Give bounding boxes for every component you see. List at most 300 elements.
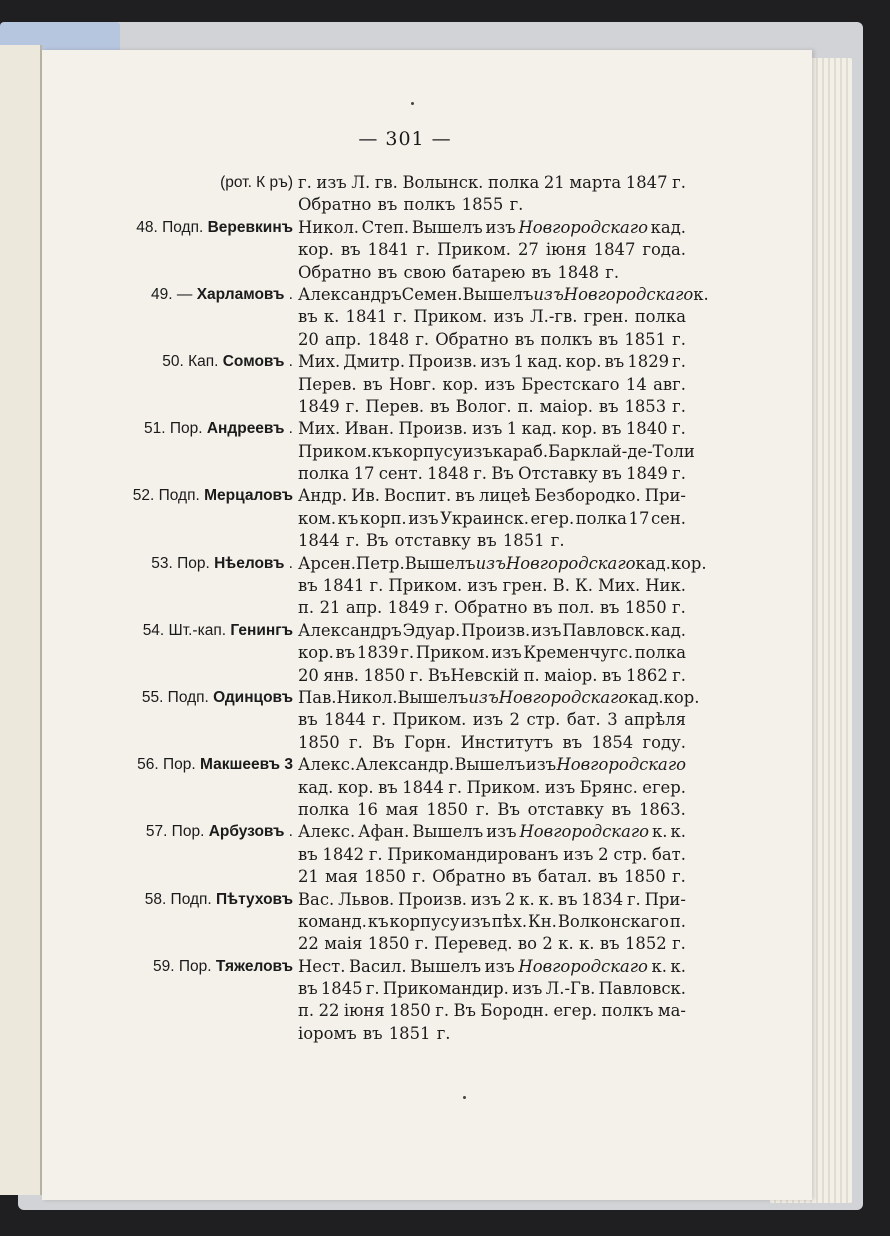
word: изъ (525, 755, 557, 775)
entry-text (298, 374, 686, 396)
word: стр. (526, 710, 561, 730)
word: грен. (502, 576, 548, 596)
word: въ (298, 979, 318, 999)
word: полка (298, 799, 350, 819)
word: Произв. (398, 419, 468, 439)
word: Волконскаго (557, 911, 669, 931)
entry-text (298, 441, 695, 463)
entry-prefix: (рот. К ръ) (220, 174, 293, 191)
text-line (0, 844, 890, 866)
entry-rank-name (133, 485, 293, 507)
word: Никол. (336, 687, 398, 707)
word: Украинск. (440, 508, 529, 528)
word: корпусу (389, 911, 460, 931)
officer-surname: Харламовъ (196, 285, 285, 303)
word: 1848 (557, 262, 600, 282)
word: Перевед. (434, 934, 513, 954)
word: к. (323, 307, 340, 327)
word: марта (569, 173, 622, 192)
word: іюня (343, 1001, 385, 1021)
word: егер. (642, 777, 686, 797)
entry-text (298, 777, 686, 799)
text-line (0, 620, 890, 642)
text-line (0, 709, 890, 731)
word: Арсен. (298, 553, 356, 573)
text-line (0, 911, 890, 933)
word: изъ (467, 576, 498, 596)
word: Въ (491, 464, 514, 484)
text-line (0, 732, 890, 754)
word: іюня (545, 240, 587, 260)
word: 17 (628, 508, 650, 528)
word: Пав. (298, 687, 337, 707)
word: кад. (521, 419, 557, 439)
entry-prefix: . (284, 353, 293, 371)
word: г. (626, 889, 641, 909)
word: г. (672, 396, 686, 416)
word: Вышелъ (454, 755, 526, 775)
word: 1840 (625, 419, 668, 439)
word: авг. (653, 374, 686, 394)
word: лицеѣ (478, 486, 531, 506)
word: Обратно (298, 262, 372, 282)
word: Приком. (415, 643, 490, 663)
word: Дмитр. (343, 352, 406, 372)
entry-rank-name (143, 620, 293, 642)
word: пол. (557, 598, 595, 618)
word: Новгородскаго (498, 687, 629, 707)
word: 14 (625, 374, 647, 394)
word: 2 (505, 889, 516, 909)
word: 1850 (624, 598, 667, 618)
word: бат. (652, 844, 686, 864)
text-line (0, 597, 890, 619)
word: въ (611, 799, 632, 819)
word: п. (669, 911, 686, 931)
entry-prefix: 56. Пор. (137, 756, 200, 774)
word: маія (324, 934, 363, 954)
word: 1850 (367, 934, 410, 954)
word: г. (393, 307, 408, 327)
text-line (0, 889, 890, 911)
word: Александръ (298, 620, 402, 640)
roster-entries (0, 172, 890, 1045)
word: Алекс. (298, 822, 356, 842)
entry-text (298, 866, 686, 888)
word: 20 (298, 329, 319, 349)
text-line (0, 284, 890, 306)
entry-text (298, 642, 686, 664)
entry-text (298, 194, 686, 216)
text-line (0, 866, 890, 888)
entry-prefix: 53. Пор. (151, 554, 215, 572)
word: г. (400, 643, 415, 663)
word: въ (378, 777, 398, 797)
word: полка (488, 173, 540, 192)
word: кад. (650, 217, 686, 237)
word: Новгородскаго (518, 956, 648, 976)
word: Горн. (403, 732, 452, 752)
word: 1863. (638, 799, 686, 819)
word: 1850 (624, 867, 666, 887)
word: к. (652, 822, 668, 842)
entry-prefix: 59. Пор. (153, 957, 216, 975)
word: к. (519, 889, 535, 909)
word: 1848 (367, 329, 410, 349)
word: въ (335, 643, 356, 663)
word: Семен. (401, 284, 463, 304)
word: 16 (357, 799, 378, 819)
word: кад. (298, 777, 334, 797)
word: стр. (613, 844, 648, 864)
word: изъ (484, 374, 516, 394)
word: Приком. (298, 441, 372, 461)
word: въ (557, 889, 578, 909)
text-line (0, 530, 890, 552)
entry-text (298, 217, 686, 239)
word: къ (367, 911, 389, 931)
word: апрѣля (624, 710, 686, 730)
word: 1854 (591, 732, 634, 752)
word: Волынск. (402, 173, 484, 192)
entry-text (298, 709, 686, 731)
word: апр. (345, 598, 383, 618)
entry-text (298, 508, 686, 530)
entry-text (298, 351, 686, 373)
word: г. (372, 710, 387, 730)
word: Обратно (435, 329, 509, 349)
word: въ (511, 867, 532, 887)
word: 1852 (624, 934, 667, 954)
word: маіор. (539, 396, 593, 416)
entry-prefix: 50. Кап. (162, 353, 223, 371)
entry-text (298, 530, 686, 552)
word: Л.-гв. (529, 307, 578, 327)
word: мая (325, 867, 358, 887)
word: въ (377, 195, 398, 215)
word: Васил. (349, 956, 407, 976)
text-line (0, 239, 890, 261)
word: г. (412, 867, 427, 887)
word: Брянс. (579, 777, 638, 797)
word: изъ (544, 777, 576, 797)
word: п. (298, 1001, 315, 1021)
word: Приком. (413, 307, 488, 327)
word: Обратно (298, 195, 372, 215)
word: г. (349, 732, 363, 752)
word: г. (509, 195, 524, 215)
word: 3 (607, 710, 618, 730)
word: изъ (484, 956, 515, 976)
entry-text (298, 978, 686, 1000)
officer-surname: Арбузовъ (208, 823, 285, 841)
word: 1842 (322, 844, 365, 864)
word: г. (605, 262, 620, 282)
word: кор. (561, 419, 598, 439)
word: г. (448, 777, 463, 797)
word: г. (298, 173, 312, 192)
word: Новг. (389, 374, 437, 394)
text-line (0, 351, 890, 373)
word: Бородн. (480, 1001, 549, 1021)
text-line (0, 418, 890, 440)
word: п. (298, 598, 315, 618)
word: Степ. (361, 217, 410, 237)
word: въ (340, 240, 361, 260)
word: г. (672, 934, 686, 954)
word: въ (362, 374, 383, 394)
word: 22 (298, 934, 319, 954)
word: въ (298, 576, 318, 596)
officer-surname: Андреевъ (206, 420, 285, 438)
text-line (0, 217, 890, 239)
page-number: — 301 — (358, 128, 452, 150)
word: изъ (475, 553, 506, 573)
entry-prefix: . (284, 420, 293, 438)
word: Ив. (351, 486, 380, 506)
word: 1851 (502, 531, 545, 551)
word: Новгородскаго (518, 217, 648, 237)
text-line (0, 799, 890, 821)
officer-surname: Веревкинъ (207, 218, 293, 236)
word: мая (385, 799, 419, 819)
entry-text (298, 911, 686, 933)
word: кор. (670, 553, 707, 573)
word: г. (672, 665, 686, 685)
word: въ (298, 710, 318, 730)
entry-prefix: 54. Шт.-кап. (142, 621, 231, 639)
word: кад. (650, 620, 686, 640)
word: года. (642, 240, 686, 260)
word: 1844 (298, 531, 340, 551)
word: к. (558, 934, 574, 954)
word: Въ (372, 732, 395, 752)
word: Мих. (298, 419, 341, 439)
text-line (0, 262, 890, 284)
word: батал. (537, 867, 592, 887)
text-line (0, 306, 890, 328)
word: Александръ (298, 284, 402, 304)
word: егер. (530, 508, 575, 528)
entry-text (298, 956, 686, 978)
entry-text (298, 485, 686, 507)
word: Львов. (338, 889, 395, 909)
word: 1850 (363, 665, 406, 685)
word: пѣх. (491, 911, 528, 931)
entry-text (298, 665, 686, 687)
word: сент. (378, 464, 423, 484)
entry-prefix: 58. Подп. (144, 890, 217, 908)
word: изъ (563, 844, 594, 864)
word: въ (598, 329, 619, 349)
word: отставку (394, 531, 471, 551)
word: Эдуар. (402, 620, 461, 640)
word: г. (672, 352, 686, 372)
officer-surname: Мерцаловъ (204, 487, 293, 505)
word: изъ (531, 620, 562, 640)
word: отставку (527, 799, 604, 819)
word: 1841 (322, 576, 365, 596)
word: г. (672, 598, 686, 618)
word: Л. (351, 173, 371, 192)
word: въ (514, 329, 535, 349)
word: г. (368, 844, 383, 864)
word: кор. (565, 352, 602, 372)
word: изъ (468, 687, 499, 707)
word: къ (371, 441, 393, 461)
word: Прикомандированъ (387, 844, 559, 864)
word: кад. (527, 352, 563, 372)
word: г. (369, 576, 384, 596)
entry-prefix: . (284, 554, 293, 572)
word: Обратно (432, 867, 506, 887)
word: кад. (635, 553, 671, 573)
text-line (0, 172, 890, 194)
word: Приком. (392, 710, 467, 730)
entry-rank-name (137, 754, 293, 776)
word: изъ (493, 307, 524, 327)
entry-rank-name (146, 821, 293, 843)
word: г. (345, 396, 360, 416)
officer-surname: Одинцовъ (213, 688, 293, 706)
word: изъ (471, 419, 503, 439)
word: изъ (491, 643, 522, 663)
word: Институтъ (460, 732, 554, 752)
word: г. (672, 173, 686, 192)
word: 1851 (624, 329, 667, 349)
word: полка (298, 464, 350, 484)
word: г. (672, 867, 686, 887)
word: 2 (509, 710, 520, 730)
word: Афан. (358, 822, 410, 842)
entry-text (298, 396, 686, 418)
word: к. (670, 822, 686, 842)
word: полкъ (601, 1001, 654, 1021)
text-line (0, 956, 890, 978)
word: 1850 (389, 1001, 431, 1021)
word: 1851 (388, 1023, 431, 1043)
word: Никол. (298, 217, 359, 237)
word: г. (473, 464, 488, 484)
word: въ (429, 396, 450, 416)
word: 1853 (624, 396, 667, 416)
word: Волог. (455, 396, 512, 416)
word: Мих. (298, 352, 341, 372)
word: 1847 (593, 240, 636, 260)
word: гв. (374, 173, 398, 192)
word: 21 (298, 867, 319, 887)
word: Александр. (355, 755, 455, 775)
word: корпусу (392, 441, 463, 461)
word: 1849 (626, 464, 668, 484)
entry-text (298, 889, 686, 911)
entry-text (298, 239, 686, 261)
word: Приком. (466, 777, 541, 797)
entry-text (298, 732, 686, 754)
speck (463, 1096, 466, 1099)
word: во (517, 934, 537, 954)
word: Воспит. (383, 486, 452, 506)
word: Вышелъ (397, 687, 469, 707)
entry-text (298, 687, 700, 709)
word: Павловск. (598, 979, 686, 999)
text-line (0, 821, 890, 843)
word: въ (362, 1023, 383, 1043)
word: кор. (298, 643, 334, 663)
entry-rank-name (220, 172, 293, 194)
text-line (0, 396, 890, 418)
word: 1862 (626, 665, 668, 685)
word: 1850 (364, 867, 406, 887)
word: изъ (460, 911, 491, 931)
word: корп. (359, 508, 407, 528)
word: апр. (324, 329, 362, 349)
word: Кн. (528, 911, 557, 931)
word: 1829 (627, 352, 670, 372)
word: Въ (365, 531, 389, 551)
word: Перев. (298, 374, 357, 394)
text-line (0, 374, 890, 396)
word: въ (601, 419, 622, 439)
word: г. (475, 799, 490, 819)
word: изъ (486, 822, 517, 842)
text-line (0, 687, 890, 709)
word: г. (434, 598, 449, 618)
word: Петр. (355, 553, 405, 573)
word: Нест. (298, 956, 346, 976)
word: 1841 (367, 240, 410, 260)
entry-text (298, 821, 686, 843)
entry-text (298, 172, 686, 194)
word: г. (414, 934, 429, 954)
word: 27 (517, 240, 539, 260)
word: Иван. (344, 419, 395, 439)
text-line (0, 1023, 890, 1045)
word: 1844 (402, 777, 444, 797)
word: 1834 (581, 889, 624, 909)
entry-prefix: 51. Пор. (143, 420, 207, 438)
word: Новгородскаго (519, 822, 649, 842)
word: При- (644, 486, 686, 506)
word: въ (562, 732, 583, 752)
entry-text (298, 418, 686, 440)
word: кор. (298, 240, 334, 260)
entry-rank-name (151, 553, 293, 575)
text-line (0, 933, 890, 955)
word: кор. (442, 374, 479, 394)
officer-surname: Пѣтуховъ (216, 890, 293, 908)
word: К. (575, 576, 593, 596)
entry-text (298, 620, 686, 642)
word: 1847 (625, 173, 668, 192)
word: 22 (318, 1001, 340, 1021)
word: Произв. (398, 889, 468, 909)
word: въ (602, 464, 622, 484)
word: Произв. (461, 620, 531, 640)
word: сен. (650, 508, 686, 528)
entry-text (298, 553, 707, 575)
text-line (0, 1000, 890, 1022)
word: въ (599, 598, 620, 618)
word: к. (693, 284, 709, 304)
word: В. (552, 576, 570, 596)
speck (411, 102, 414, 105)
word: бат. (566, 710, 601, 730)
word: п. (523, 665, 540, 685)
word: 21 (543, 173, 565, 192)
word: изъ (462, 441, 493, 461)
entry-text (298, 329, 686, 351)
